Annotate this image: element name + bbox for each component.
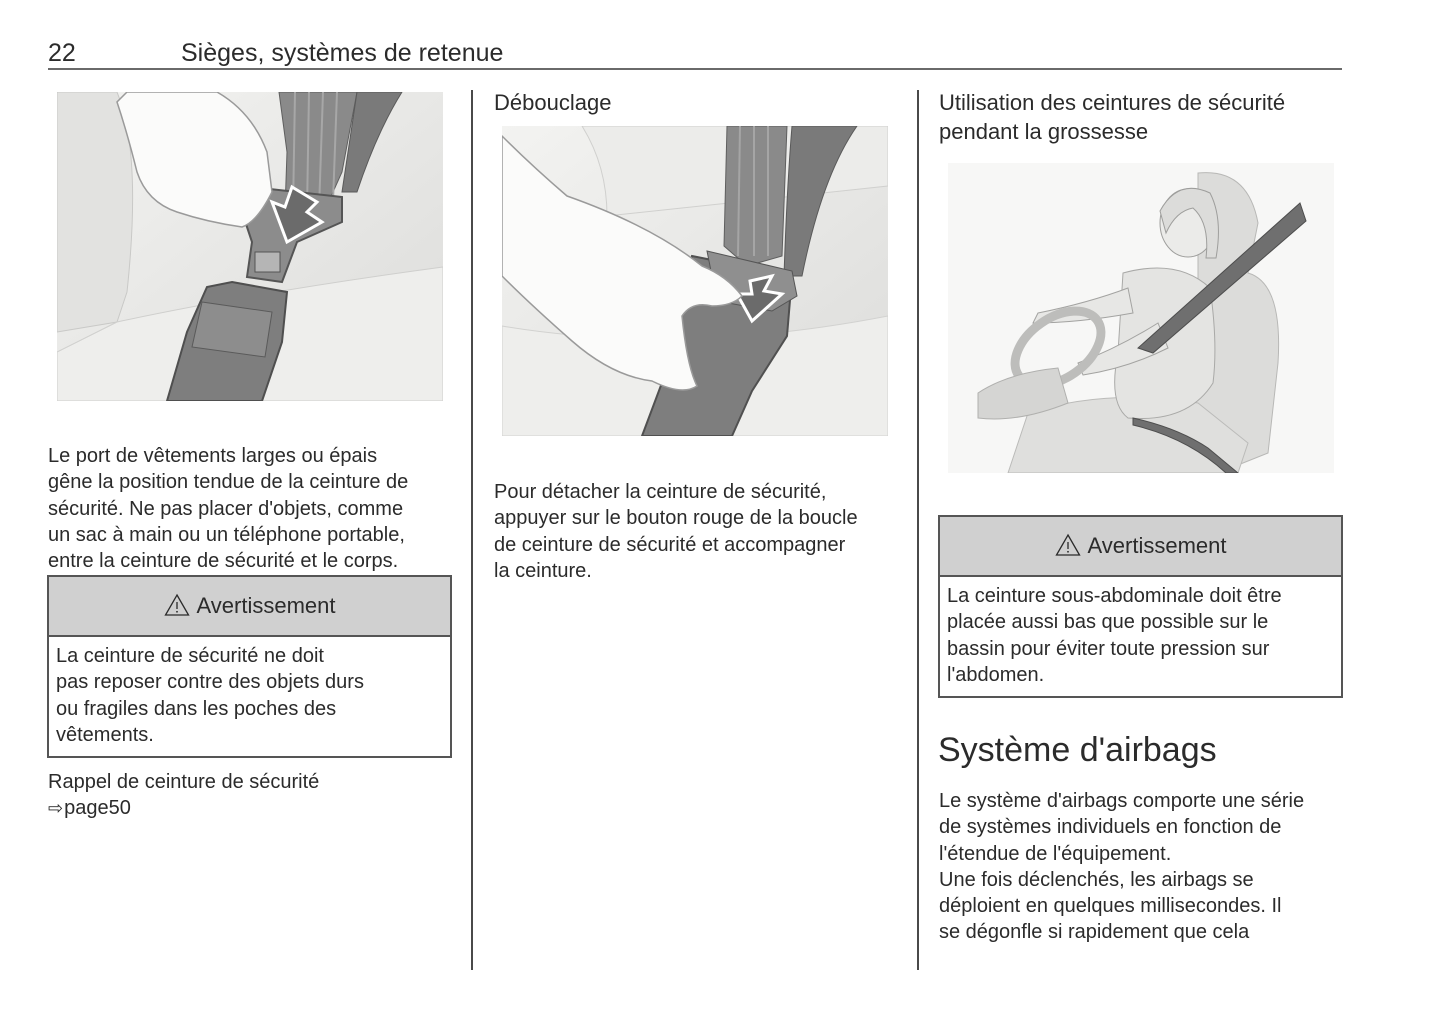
- heading-debouclage: Débouclage: [494, 90, 612, 115]
- warning-triangle-icon: [1055, 533, 1081, 557]
- warning-line: ou fragiles dans les poches des: [56, 697, 337, 720]
- warning-title: Avertissement: [1087, 533, 1227, 558]
- column1-paragraph: [48, 443, 458, 574]
- warning-line: bassin pour éviter toute pression sur: [947, 637, 1270, 660]
- reference-link[interactable]: [48, 795, 458, 821]
- column2-paragraph: [494, 479, 904, 584]
- warning-header: [49, 577, 450, 637]
- figure-pregnant-driver: [948, 163, 1334, 473]
- warning-line: l'abdomen.: [947, 663, 1045, 686]
- paragraph-line: se dégonfle si rapidement que cela: [939, 921, 1250, 944]
- page-header: [48, 36, 1342, 70]
- page-number: 22: [48, 39, 76, 67]
- paragraph-line: de ceinture de sécurité et accompagner: [494, 533, 846, 556]
- warning-line: La ceinture sous-abdominale doit être: [947, 585, 1282, 607]
- warning-box-belt-pockets: [47, 575, 452, 758]
- reference-page-link[interactable]: page50: [64, 797, 131, 820]
- warning-triangle-icon: [164, 593, 190, 617]
- warning-line: vêtements.: [56, 723, 154, 746]
- heading-line: pendant la grossesse: [939, 119, 1149, 144]
- arrow-right-icon: ⇨: [48, 798, 64, 819]
- heading-line: Utilisation des ceintures de sécurité: [939, 90, 1286, 115]
- column-divider-2: [917, 90, 919, 970]
- column-divider-1: [471, 90, 473, 970]
- buckle-release-illustration-icon: [502, 126, 888, 436]
- paragraph-line: un sac à main ou un téléphone portable,: [48, 523, 405, 546]
- column3-paragraph: [939, 788, 1349, 946]
- paragraph-line: l'étendue de l'équipement.: [939, 842, 1172, 865]
- paragraph-line: de systèmes individuels en fonction de: [939, 816, 1282, 839]
- warning-box-lap-belt: [938, 515, 1343, 698]
- warning-line: La ceinture de sécurité ne doit: [56, 645, 324, 667]
- heading-grossesse: [939, 88, 1285, 146]
- reference-text: Rappel de ceinture de sécurité: [48, 771, 320, 793]
- cross-reference: [48, 769, 458, 822]
- warning-body: [940, 577, 1341, 696]
- warning-title: Avertissement: [196, 593, 336, 618]
- pregnant-driver-illustration-icon: [948, 163, 1334, 473]
- heading-airbag-system: Système d'airbags: [938, 731, 1217, 769]
- buckle-insert-illustration-icon: [57, 92, 443, 401]
- figure-buckle-insert: [57, 92, 443, 401]
- paragraph-line: déploient en quelques millisecondes. Il: [939, 895, 1282, 918]
- paragraph-line: appuyer sur le bouton rouge de la boucle: [494, 507, 858, 530]
- paragraph-line: Le port de vêtements larges ou épais: [48, 445, 378, 467]
- paragraph-line: Le système d'airbags comporte une série: [939, 790, 1305, 812]
- warning-body: [49, 637, 450, 756]
- paragraph-line: entre la ceinture de sécurité et le corps.: [48, 550, 399, 573]
- figure-buckle-release: [502, 126, 888, 436]
- warning-header: [940, 517, 1341, 577]
- paragraph-line: Pour détacher la ceinture de sécurité,: [494, 481, 827, 503]
- paragraph-line: Une fois déclenchés, les airbags se: [939, 868, 1254, 891]
- warning-line: pas reposer contre des objets durs: [56, 671, 364, 694]
- paragraph-line: gêne la position tendue de la ceinture de: [48, 471, 409, 494]
- warning-line: placée aussi bas que possible sur le: [947, 611, 1269, 634]
- chapter-title: Sièges, systèmes de retenue: [181, 39, 504, 67]
- paragraph-line: la ceinture.: [494, 559, 592, 582]
- paragraph-line: sécurité. Ne pas placer d'objets, comme: [48, 497, 404, 520]
